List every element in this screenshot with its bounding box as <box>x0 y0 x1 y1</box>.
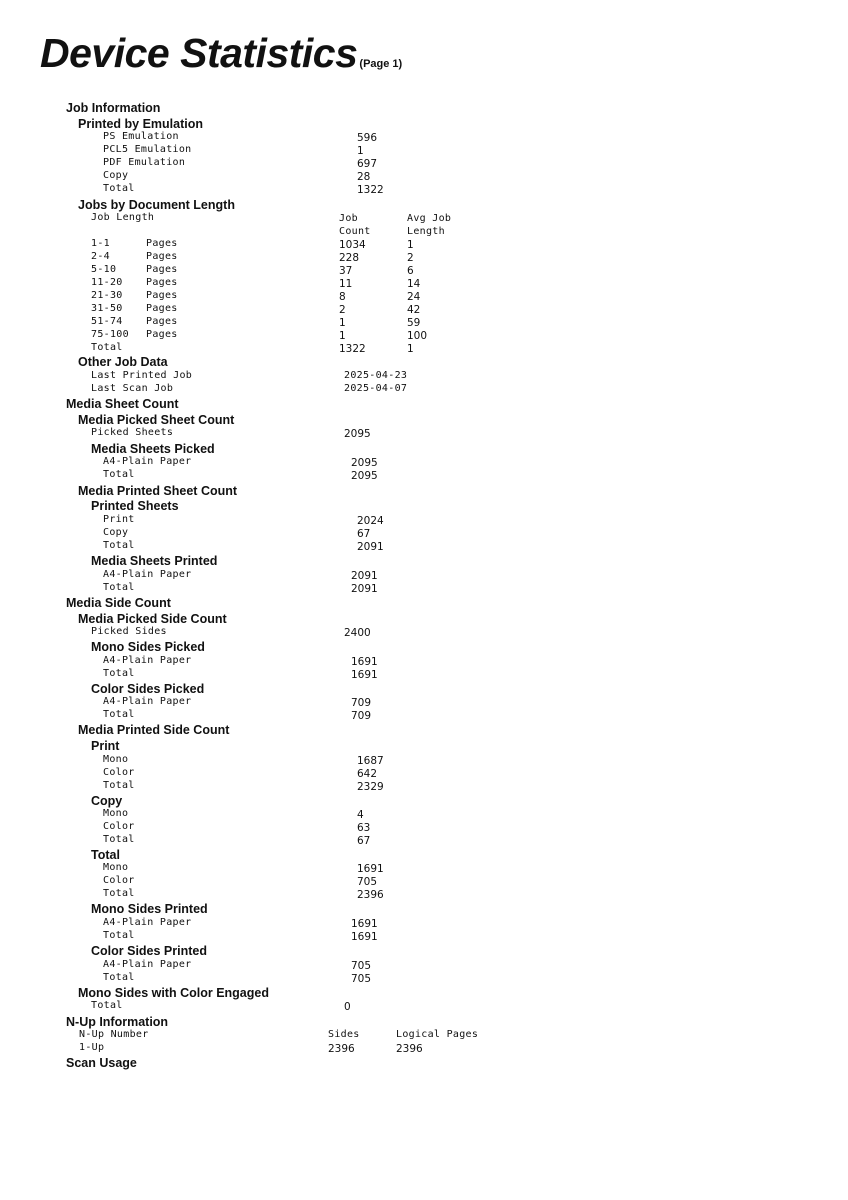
row-value-date: 2025-04-07 <box>344 383 408 394</box>
column-header-sides: Sides <box>328 1029 360 1040</box>
row-value: 705 <box>351 973 372 985</box>
table-cell-range: 75-100 <box>91 329 129 340</box>
column-header-job-count-2: Count <box>339 226 371 237</box>
row-value: 705 <box>357 876 378 888</box>
row-value: 2095 <box>351 457 378 469</box>
row-value: 67 <box>357 835 371 847</box>
row-value: 2400 <box>344 627 371 639</box>
table-total-label: Total <box>91 342 123 353</box>
table-cell-count: 1 <box>339 330 346 342</box>
column-header-avg-job-length-2: Length <box>407 226 445 237</box>
table-cell-unit: Pages <box>146 303 178 314</box>
table-total-avg: 1 <box>407 343 414 355</box>
row-label: Total <box>103 582 135 593</box>
table-cell-unit: Pages <box>146 329 178 340</box>
row-label: Total <box>103 780 135 791</box>
table-cell-range: 21-30 <box>91 290 123 301</box>
row-label: A4-Plain Paper <box>103 655 192 666</box>
row-value: 642 <box>357 768 378 780</box>
row-value: 2329 <box>357 781 384 793</box>
table-cell-unit: Pages <box>146 290 178 301</box>
row-label: Mono <box>103 862 129 873</box>
table-cell-count: 37 <box>339 265 353 277</box>
row-label: Total <box>103 930 135 941</box>
row-value: 1 <box>357 145 364 157</box>
table-cell-unit: Pages <box>146 264 178 275</box>
table-total-count: 1322 <box>339 343 366 355</box>
subsection-heading-media-sheets-picked: Media Sheets Picked <box>91 442 215 456</box>
row-label: A4-Plain Paper <box>103 696 192 707</box>
row-label: PS Emulation <box>103 131 179 142</box>
row-label: 1-Up <box>79 1042 105 1053</box>
subsection-heading-mono-sides-printed: Mono Sides Printed <box>91 902 208 916</box>
row-label: A4-Plain Paper <box>103 569 192 580</box>
row-label: A4-Plain Paper <box>103 456 192 467</box>
row-value: 28 <box>357 171 371 183</box>
column-header-logical-pages: Logical Pages <box>396 1029 479 1040</box>
subsection-heading-mono-sides-picked: Mono Sides Picked <box>91 640 205 654</box>
table-cell-count: 2 <box>339 304 346 316</box>
page-title <box>40 30 402 77</box>
row-label: Copy <box>103 527 129 538</box>
table-cell-range: 2-4 <box>91 251 110 262</box>
subsection-heading-media-printed-side-count: Media Printed Side Count <box>78 723 230 737</box>
row-label: A4-Plain Paper <box>103 917 192 928</box>
column-header-avg-job-length: Avg Job <box>407 213 452 224</box>
subsection-heading-copy: Copy <box>91 794 123 808</box>
table-cell-unit: Pages <box>146 316 178 327</box>
row-value: 2091 <box>357 541 384 553</box>
column-header-job-count: Job <box>339 213 358 224</box>
row-value: 705 <box>351 960 372 972</box>
row-value: 0 <box>344 1001 351 1013</box>
row-label: Copy <box>103 170 129 181</box>
section-heading-n-up-information: N-Up Information <box>66 1015 169 1029</box>
subsection-heading-color-sides-picked: Color Sides Picked <box>91 682 205 696</box>
row-label: Picked Sheets <box>91 427 174 438</box>
row-label: Total <box>103 972 135 983</box>
row-value: 2091 <box>351 583 378 595</box>
row-value: 4 <box>357 809 364 821</box>
row-label: Color <box>103 875 135 886</box>
row-label: Total <box>103 183 135 194</box>
column-header-n-up-number: N-Up Number <box>79 1029 149 1040</box>
subsection-heading-total: Total <box>91 848 120 862</box>
row-value: 63 <box>357 822 371 834</box>
subsection-heading-print: Print <box>91 739 120 753</box>
row-value-sides: 2396 <box>328 1043 355 1055</box>
table-cell-avg: 42 <box>407 304 421 316</box>
row-label: PCL5 Emulation <box>103 144 192 155</box>
subsection-heading-media-printed-sheet-count: Media Printed Sheet Count <box>78 484 238 498</box>
table-cell-avg: 2 <box>407 252 414 264</box>
subsection-heading-mono-sides-with-color-engaged: Mono Sides with Color Engaged <box>78 986 269 1000</box>
row-label: Color <box>103 821 135 832</box>
table-cell-avg: 24 <box>407 291 421 303</box>
row-value: 1691 <box>351 669 378 681</box>
row-value: 1687 <box>357 755 384 767</box>
subsection-heading-media-picked-side-count: Media Picked Side Count <box>78 612 227 626</box>
row-label: Color <box>103 767 135 778</box>
table-cell-avg: 100 <box>407 330 428 342</box>
table-cell-avg: 6 <box>407 265 414 277</box>
section-heading-scan-usage: Scan Usage <box>66 1056 137 1070</box>
table-cell-avg: 59 <box>407 317 421 329</box>
row-label: PDF Emulation <box>103 157 186 168</box>
subsection-heading-media-picked-sheet-count: Media Picked Sheet Count <box>78 413 235 427</box>
row-label: A4-Plain Paper <box>103 959 192 970</box>
row-value: 596 <box>357 132 378 144</box>
row-value: 2095 <box>351 470 378 482</box>
row-label: Last Printed Job <box>91 370 193 381</box>
table-cell-range: 31-50 <box>91 303 123 314</box>
row-value-logical-pages: 2396 <box>396 1043 423 1055</box>
subsection-heading-other-job-data: Other Job Data <box>78 355 168 369</box>
row-value: 709 <box>351 697 372 709</box>
table-cell-count: 1034 <box>339 239 366 251</box>
row-label: Total <box>103 668 135 679</box>
row-value: 1691 <box>351 918 378 930</box>
row-value: 1322 <box>357 184 384 196</box>
row-value-date: 2025-04-23 <box>344 370 408 381</box>
row-value: 2024 <box>357 515 384 527</box>
row-label: Print <box>103 514 135 525</box>
subsection-heading-jobs-by-document-length: Jobs by Document Length <box>78 198 235 212</box>
row-value: 709 <box>351 710 372 722</box>
table-cell-avg: 14 <box>407 278 421 290</box>
row-label: Total <box>91 1000 123 1011</box>
row-label: Mono <box>103 754 129 765</box>
table-cell-range: 5-10 <box>91 264 117 275</box>
section-heading-media-sheet-count: Media Sheet Count <box>66 397 179 411</box>
table-cell-range: 1-1 <box>91 238 110 249</box>
row-label: Last Scan Job <box>91 383 174 394</box>
title-text: Device Statistics <box>40 30 358 76</box>
table-cell-count: 11 <box>339 278 353 290</box>
table-cell-avg: 1 <box>407 239 414 251</box>
row-label: Total <box>103 888 135 899</box>
row-label: Total <box>103 469 135 480</box>
section-heading-media-side-count: Media Side Count <box>66 596 171 610</box>
row-label: Total <box>103 540 135 551</box>
subsection-heading-printed-sheets: Printed Sheets <box>91 499 179 513</box>
table-cell-unit: Pages <box>146 251 178 262</box>
row-label: Mono <box>103 808 129 819</box>
subsection-heading-media-sheets-printed: Media Sheets Printed <box>91 554 218 568</box>
table-cell-range: 11-20 <box>91 277 123 288</box>
section-heading-job-information: Job Information <box>66 101 161 115</box>
table-cell-count: 1 <box>339 317 346 329</box>
row-value: 2396 <box>357 889 384 901</box>
table-cell-unit: Pages <box>146 277 178 288</box>
row-value: 1691 <box>357 863 384 875</box>
row-value: 2091 <box>351 570 378 582</box>
row-label: Total <box>103 834 135 845</box>
subsection-heading-printed-by-emulation: Printed by Emulation <box>78 117 204 131</box>
subsection-heading-color-sides-printed: Color Sides Printed <box>91 944 207 958</box>
table-cell-range: 51-74 <box>91 316 123 327</box>
row-label: Total <box>103 709 135 720</box>
row-value: 1691 <box>351 656 378 668</box>
table-cell-count: 228 <box>339 252 360 264</box>
row-value: 1691 <box>351 931 378 943</box>
row-value: 67 <box>357 528 371 540</box>
column-header-job-length: Job Length <box>91 212 155 223</box>
row-value: 2095 <box>344 428 371 440</box>
table-cell-unit: Pages <box>146 238 178 249</box>
row-value: 697 <box>357 158 378 170</box>
table-cell-count: 8 <box>339 291 346 303</box>
page-number-label: (Page 1) <box>359 58 403 70</box>
row-label: Picked Sides <box>91 626 167 637</box>
